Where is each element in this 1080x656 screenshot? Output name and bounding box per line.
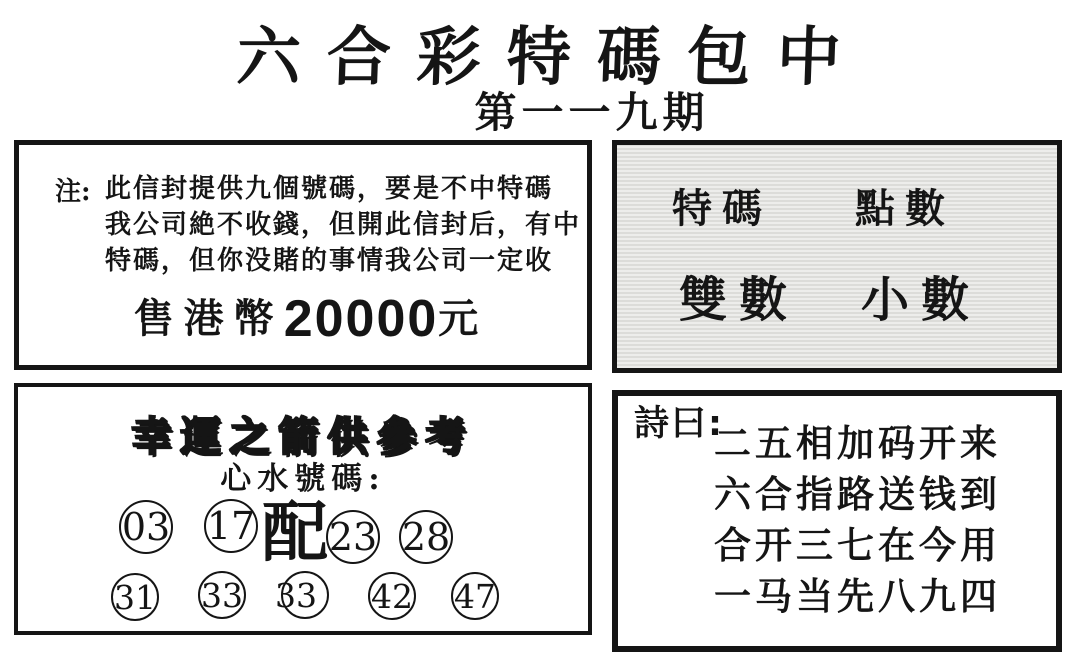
pair-character: 配 <box>262 493 328 571</box>
number-circle <box>368 572 416 620</box>
number-value: 47 <box>454 576 496 616</box>
label-small-number: 小數 <box>861 272 982 328</box>
number-circle <box>204 499 258 553</box>
poem-line-3: 合开三七在今用 <box>714 523 1001 567</box>
page-title: 六合彩特碼包中 <box>235 20 869 95</box>
number-value: 23 <box>328 515 378 559</box>
number-circle <box>198 571 246 619</box>
number-circle <box>451 572 499 620</box>
poem-box <box>612 390 1062 652</box>
price-amount: 20000 <box>283 290 439 348</box>
number-value: 31 <box>114 577 156 617</box>
number-circle <box>326 510 380 564</box>
number-circle <box>399 510 453 564</box>
price-line <box>27 287 595 349</box>
lucky-subheading: 心水號碼: <box>220 461 386 497</box>
label-special-code: 特碼 <box>672 185 772 232</box>
price-prefix: 售港幣 <box>133 295 284 342</box>
number-value: 42 <box>371 576 413 616</box>
poem-line-1: 二五相加码开来 <box>714 421 1001 465</box>
label-points: 點數 <box>855 185 955 232</box>
number-value: 17 <box>206 504 256 548</box>
poem-line-4: 一马当先八九四 <box>714 574 1001 618</box>
number-value: 33 <box>275 575 317 615</box>
issue-number: 第一一九期 <box>474 88 710 137</box>
note-line-2: 我公司絶不收錢，但開此信封后，有中 <box>105 210 582 240</box>
poem-text <box>714 418 1001 622</box>
number-circle <box>111 573 159 621</box>
number-value: 03 <box>121 505 171 549</box>
number-value: 33 <box>201 575 243 615</box>
number-circle <box>275 571 329 619</box>
lucky-numbers-box <box>14 383 592 635</box>
note-line-1: 此信封提供九個號碼，要是不中特碼 <box>105 174 554 204</box>
note-text <box>105 171 581 279</box>
number-value: 28 <box>401 515 451 559</box>
category-box <box>612 140 1062 373</box>
number-circle <box>119 500 173 554</box>
note-box <box>14 140 592 370</box>
lucky-heading: 幸運之箭供參考 <box>131 413 475 460</box>
poem-line-2: 六合指路送钱到 <box>714 472 1001 516</box>
price-suffix: 元 <box>438 295 489 342</box>
label-double-number: 雙數 <box>679 272 800 328</box>
note-line-3: 特碼，但你没賭的事情我公司一定收 <box>105 246 554 276</box>
poem-label: 詩曰: <box>634 404 724 444</box>
note-label: 注: <box>55 177 91 207</box>
